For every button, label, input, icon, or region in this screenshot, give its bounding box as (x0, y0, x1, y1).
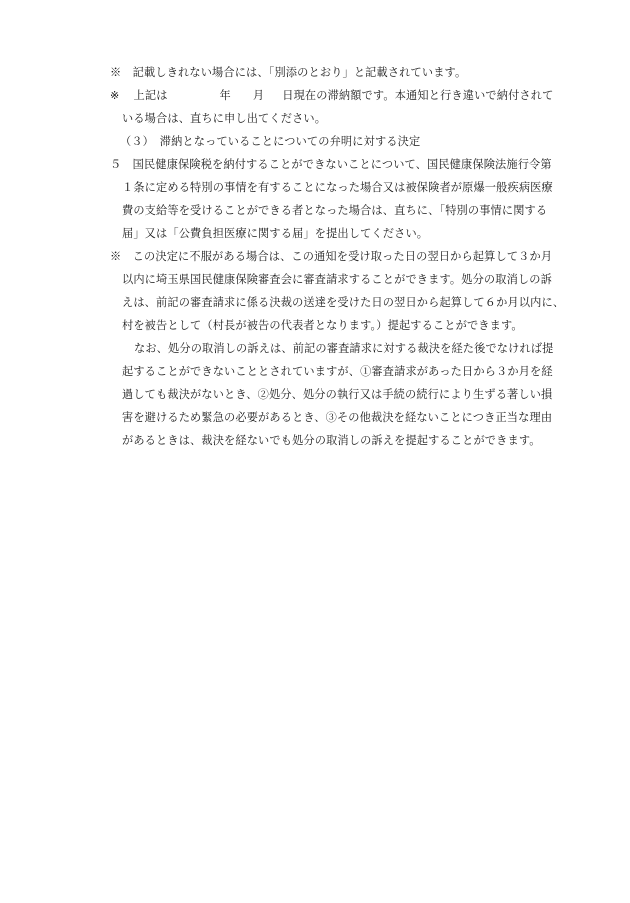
appeal-note-line-7: 過しても裁決がないとき、②処分、処分の執行又は手続の続行により生ずる著しい損 (122, 388, 553, 401)
appeal-note-line-1: ※ この決定に不服がある場合は、この通知を受け取った日の翌日から起算して３か月 (110, 250, 553, 263)
item-5-line-4: 届」又は「公費負担医療に関する届」を提出してください。 (122, 227, 429, 240)
appeal-note-line-9: があるときは、裁決を経ないでも処分の取消しの訴えを提起することができます。 (122, 434, 541, 447)
appeal-note-line-6: 起することができないこととされていますが、①審査請求があった日から３か月を経 (122, 365, 553, 378)
appeal-note-line-8: 害を避けるため緊急の必要があるとき、③その他裁決を経ないことにつき正当な理由 (122, 411, 553, 424)
item-5-line-1: ５ 国民健康保険税を納付することができないことについて、国民健康保険法施行令第 (110, 158, 552, 171)
item-5-line-3: 費の支給等を受けることができる者となった場合は、直ちに、「特別の事情に関する (122, 204, 548, 217)
appeal-note-line-2: 以内に埼玉県国民健康保険審査会に審査請求することができます。処分の取消しの訴 (122, 273, 552, 286)
appeal-note-line-5: なお、処分の取消しの訴えは、前記の審査請求に対する裁決を経た後でなければ提 (134, 342, 554, 355)
appeal-note-line-4: 村を被告として（村長が被告の代表者となります。）提起することができます。 (122, 319, 523, 332)
section-3-title: （３） 滞納となっていることについての弁明に対する決定 (120, 135, 421, 148)
balance-note-line-1 (110, 89, 553, 103)
year-unit: 年 (219, 89, 231, 102)
balance-note-prefix: 上記は (133, 89, 168, 102)
overflow-note: ※ 記載しきれない場合には、「別添のとおり」と記載されています。 (110, 66, 467, 79)
month-unit: 月 (252, 89, 265, 102)
appeal-note-line-3: えは、前記の審査請求に係る決裁の送達を受けた日の翌日から起算して６か月以内に、 (122, 296, 565, 309)
item-5-line-2: １条に定める特別の事情を有することになった場合又は被保険者が原爆一般疾病医療 (122, 181, 553, 194)
balance-note-suffix: 日現在の滞納額です。本通知と行き違いで納付されて (282, 89, 554, 102)
balance-note-line-2: いる場合は、直ちに申し出てください。 (122, 112, 327, 125)
note-mark: ※ (110, 89, 120, 102)
